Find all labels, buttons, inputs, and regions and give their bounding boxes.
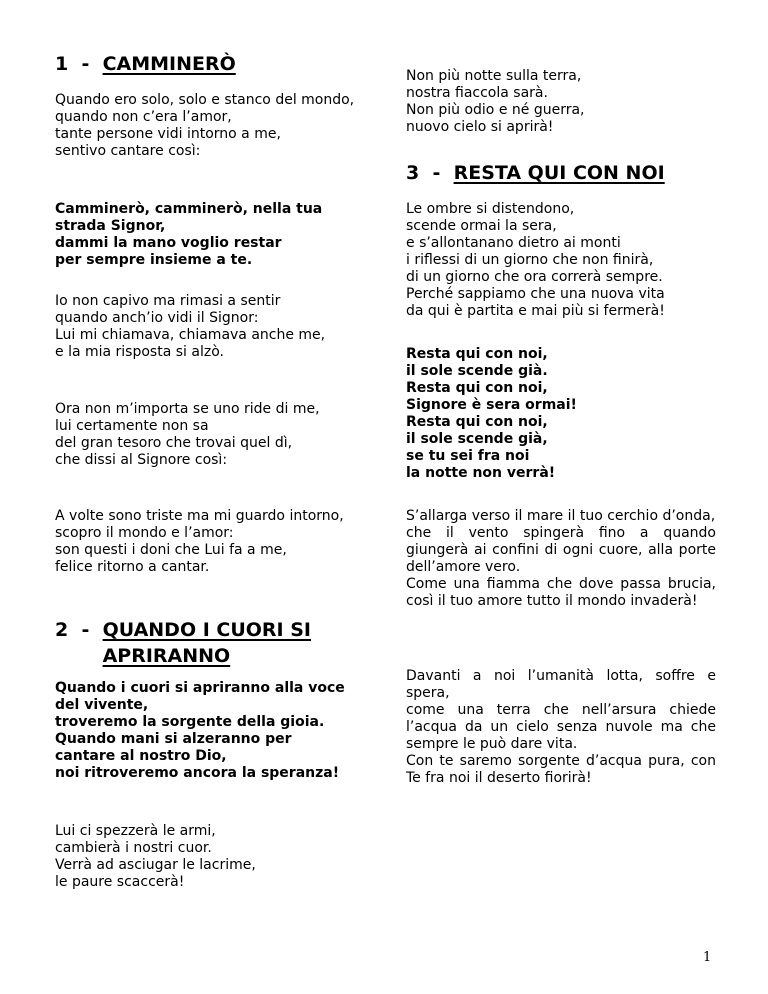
song-1-title-text: CAMMINERÒ [102,53,236,75]
page-number: 1 [703,950,712,965]
song-2-verse-1: Lui ci spezzerà le armi, cambierà i nostri cuor. Verrà ad asciugar le lacrime, le paure scaccerà! [55,823,256,890]
song-2-number: 2 - [55,619,103,641]
song-2-title [55,617,365,669]
song-3-title [406,160,665,186]
song-3-verse-2: S’allarga verso il mare il tuo cerchio d’onda, che il vento spingerà fino a quando giungerà ai confini di ogni cuore, alla porte dell’amore vero. Come una fiamma che dove passa brucia, così il tuo amore tutto il mondo invaderà! [406,508,716,609]
song-3-verse-3: Davanti a noi l’umanità lotta, soffre e spera, come una terra che nell’arsura chiede l’acqua da un cielo senza nuvole ma che sempre le può dare vita. Con te saremo sorgente d’acqua pura, con Te fra noi il deserto fiorirà! [406,668,716,786]
song-2-verse-2: Non più notte sulla terra, nostra fiaccola sarà. Non più odio e né guerra, nuovo cielo si aprirà! [406,68,585,135]
song-2-chorus: Quando i cuori si apriranno alla voce del vivente, troveremo la sorgente della gioia. Quando mani si alzeranno per cantare al nostro Dio, noi ritroveremo ancora la speranza! [55,680,345,781]
song-2-title-text: QUANDO I CUORI SI APRIRANNO [102,619,311,667]
song-1-chorus: Camminerò, camminerò, nella tua strada Signor, dammi la mano voglio restar per sempre insieme a te. [55,201,323,268]
song-1-verse-1: Quando ero solo, solo e stanco del mondo, quando non c’era l’amor, tante persone vidi intorno a me, sentivo cantare così: [55,92,355,159]
song-3-number: 3 - [406,162,454,184]
song-1-verse-2: Io non capivo ma rimasi a sentir quando anch’io vidi il Signor: Lui mi chiamava, chiamava anche me, e la mia risposta si alzò. [55,293,326,360]
song-1-title [55,51,236,77]
song-1-verse-3: Ora non m’importa se uno ride di me, lui certamente non sa del gran tesoro che trovai quel dì, che dissi al Signore così: [55,401,320,468]
song-3-chorus: Resta qui con noi, il sole scende già. Resta qui con noi, Signore è sera ormai! Resta qui con noi, il sole scende già, se tu sei fra noi la notte non verrà! [406,346,577,481]
song-1-number: 1 - [55,53,103,75]
song-3-title-text: RESTA QUI CON NOI [453,162,665,184]
song-1-verse-4: A volte sono triste ma mi guardo intorno, scopro il mondo e l’amor: son questi i doni che Lui fa a me, felice ritorno a cantar. [55,508,344,575]
song-3-verse-1: Le ombre si distendono, scende ormai la sera, e s’allontanano dietro ai monti i riflessi di un giorno che non finirà, di un giorno che ora correrà sempre. Perché sappiamo che una nuova vita da qui è partita e mai più si fermerà! [406,201,665,319]
